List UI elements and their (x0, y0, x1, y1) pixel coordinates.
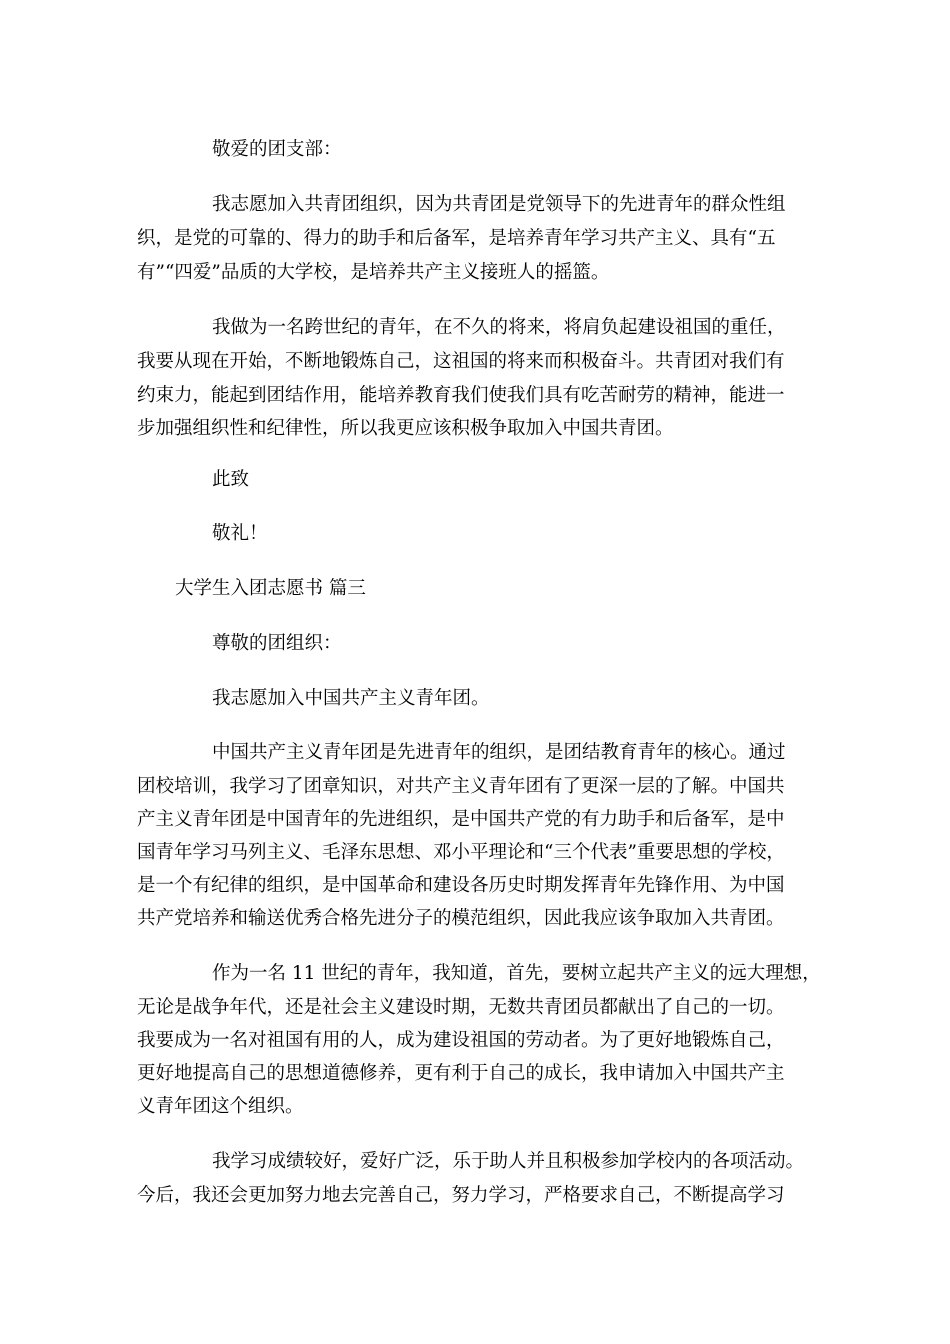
closing-2: 敬礼！ (212, 523, 268, 544)
paragraph-6-line-1: 我学习成绩较好，爱好广泛，乐于助人并且积极参加学校内的各项活动。 (212, 1151, 805, 1172)
paragraph-2-line-4: 步加强组织性和纪律性，所以我更应该积极争取加入中国共青团。 (137, 418, 674, 439)
paragraph-2-line-2: 我要从现在开始，不断地锻炼自己，这祖国的将来而积极奋斗。共青团对我们有 (137, 351, 785, 372)
paragraph-6-line-2: 今后，我还会更加努力地去完善自己，努力学习，严格要求自己，不断提高学习 (137, 1185, 785, 1206)
closing-1: 此致 (212, 469, 250, 490)
paragraph-3-line-1: 我志愿加入中国共产主义青年团。 (212, 688, 490, 709)
paragraph-4-line-1: 中国共产主义青年团是先进青年的组织，是团结教育青年的核心。通过 (212, 742, 786, 763)
paragraph-1-line-2: 织，是党的可靠的、得力的助手和后备军，是培养青年学习共产主义、具有“五 (137, 228, 776, 249)
paragraph-5-line-3: 我要成为一名对祖国有用的人，成为建设祖国的劳动者。为了更好地锻炼自己， (137, 1030, 785, 1051)
section-heading: 大学生入团志愿书 篇三 (175, 578, 366, 599)
paragraph-2-line-1: 我做为一名跨世纪的青年，在不久的将来，将肩负起建设祖国的重任， (212, 317, 786, 338)
paragraph-1-line-3: 有”“四爱”品质的大学校，是培养共产主义接班人的摇篮。 (137, 262, 610, 283)
paragraph-4-line-6: 共产党培养和输送优秀合格先进分子的模范组织，因此我应该争取加入共青团。 (137, 908, 785, 929)
salutation-1: 敬爱的团支部： (212, 139, 342, 160)
paragraph-1-line-1: 我志愿加入共青团组织，因为共青团是党领导下的先进青年的群众性组 (212, 194, 786, 215)
paragraph-4-line-3: 产主义青年团是中国青年的先进组织，是中国共产党的有力助手和后备军，是中 (137, 809, 785, 830)
salutation-2: 尊敬的团组织： (212, 633, 342, 654)
paragraph-5-line-2: 无论是战争年代，还是社会主义建设时期，无数共青团员都献出了自己的一切。 (137, 997, 785, 1018)
paragraph-4-line-5: 是一个有纪律的组织，是中国革命和建设各历史时期发挥青年先锋作用、为中国 (137, 875, 785, 896)
paragraph-5-line-5: 义青年团这个组织。 (137, 1096, 304, 1117)
paragraph-5-line-1: 作为一名 11 世纪的青年，我知道，首先，要树立起共产主义的远大理想， (212, 963, 821, 984)
paragraph-4-line-4: 国青年学习马列主义、毛泽东思想、邓小平理论和“三个代表”重要思想的学校， (137, 842, 785, 863)
paragraph-5-line-4: 更好地提高自己的思想道德修养，更有利于自己的成长，我申请加入中国共产主 (137, 1063, 785, 1084)
paragraph-4-line-2: 团校培训，我学习了团章知识，对共产主义青年团有了更深一层的了解。中国共 (137, 776, 785, 797)
paragraph-2-line-3: 约束力，能起到团结作用，能培养教育我们使我们具有吃苦耐劳的精神，能进一 (137, 385, 785, 406)
